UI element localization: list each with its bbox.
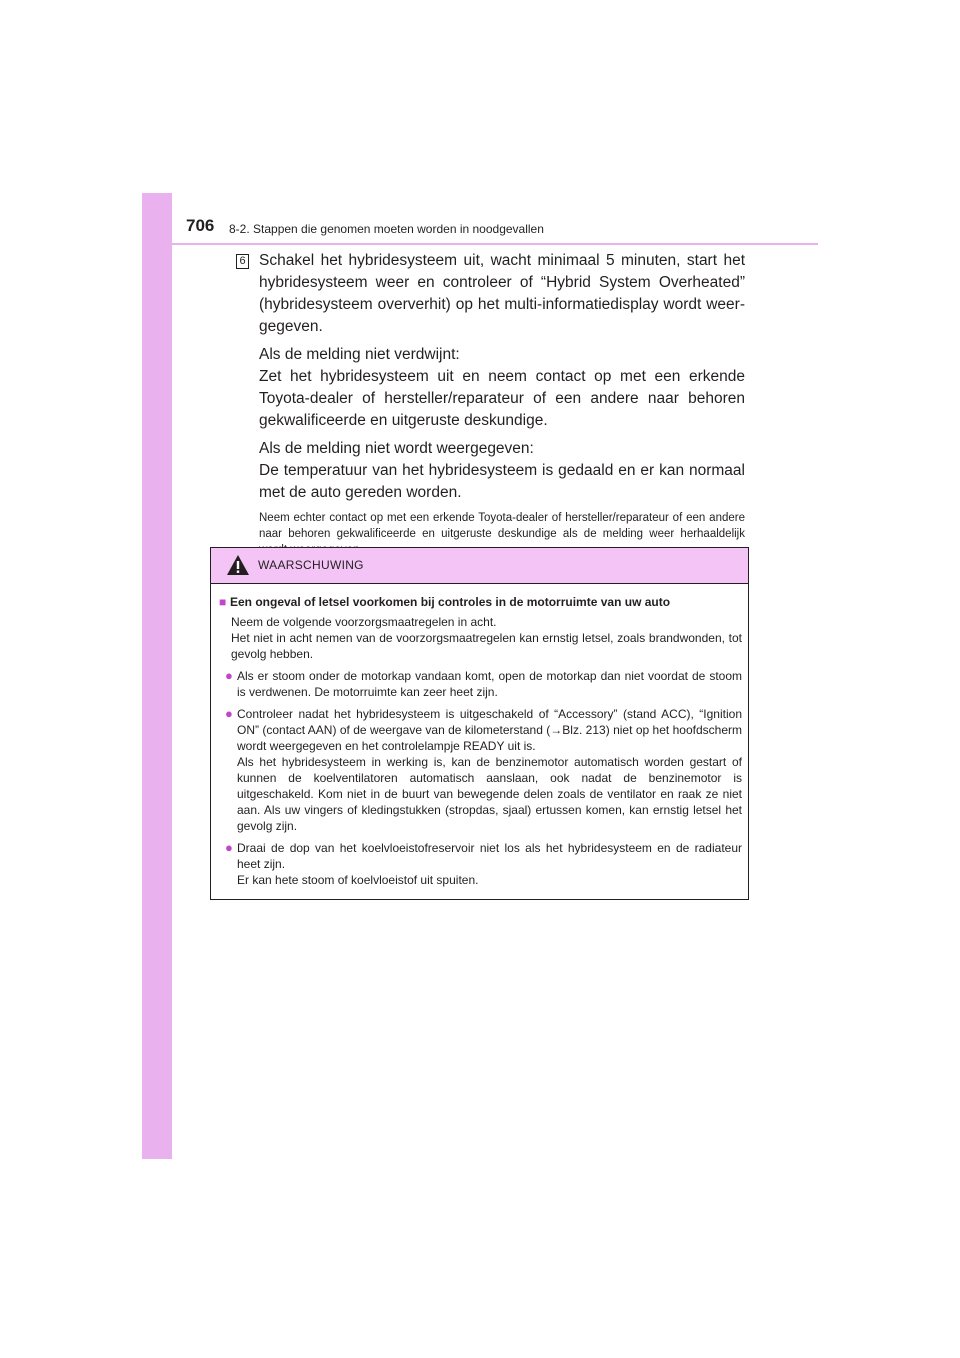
chapter-side-band — [142, 193, 172, 1159]
square-bullet-icon: ■ — [219, 595, 227, 609]
warning-bullet-text — [237, 668, 742, 700]
step-content — [259, 250, 745, 564]
step-number-badge: 6 — [236, 254, 249, 269]
warning-triangle-icon — [226, 554, 250, 576]
page-number: 706 — [186, 216, 215, 235]
warning-header — [211, 548, 748, 584]
warning-bullet — [219, 668, 742, 700]
bullet-line: Als het hybridesysteem in werking is, kan de benzinemotor automatisch worden gestart of kunnen de koelventilatoren automatisch aanslaan, ook nadat de benzinemotor is uitgeschakeld. Kom niet in de buurt van bewegende delen zoals de ventilator en raak ze niet aan. Als uw vingers of kledingstukken (stropdas, sjaal) ertussen komen, kan ernstig letsel het gevolg zijn. — [237, 755, 742, 833]
warning-intro — [219, 614, 742, 662]
circle-bullet-icon: ● — [225, 706, 233, 721]
case2-text: De temperatuur van het hybridesysteem is gedaald en er kan normaal met de auto gereden worden. — [259, 462, 745, 501]
bullet-line: Draai de dop van het koelvloeistofreservoir niet los als het hybridesysteem en de radiateur heet zijn. — [237, 841, 742, 871]
bullet-line: Als er stoom onder de motorkap vandaan komt, open de motorkap dan niet voordat de stoom is verdwenen. De motorruimte kan zeer heet zijn. — [237, 669, 742, 699]
bullet-line: Er kan hete stoom of koelvloeistof uit spuiten. — [237, 873, 479, 887]
case2-label: Als de melding niet wordt weergegeven: — [259, 440, 534, 457]
step-note: Neem echter contact op met een erkende Toyota-dealer of hersteller/reparateur of een andere naar behoren gekwalificeerde en uitgeruste deskundige als de melding weer herhaaldelijk — [259, 512, 745, 540]
warning-topic — [219, 594, 742, 610]
warning-intro-line: Neem de volgende voorzorgsmaatregelen in acht. — [231, 615, 497, 629]
case1-label: Als de melding niet verdwijnt: — [259, 346, 460, 363]
step-main-text: Schakel het hybridesysteem uit, wacht minimaal 5 minuten, start het hybridesysteem weer en controleer of “Hybrid System Overheated” (hybridesysteem oververhit) op het multi-informatiedisplay wordt weer- gegeven. — [259, 252, 745, 335]
circle-bullet-icon: ● — [225, 840, 233, 855]
section-title: 8-2. Stappen die genomen moeten worden in noodgevallen — [229, 222, 544, 236]
warning-bullet-text — [237, 840, 742, 888]
warning-bullet — [219, 706, 742, 834]
warning-topic-title: Een ongeval of letsel voorkomen bij controles in de motorruimte van uw auto — [230, 595, 671, 609]
case1-block — [259, 344, 745, 432]
case1-text: Zet het hybridesysteem uit en neem contact op met een erkende Toyota-dealer of hersteller/reparateur of een andere naar behoren gekwalificeerde en uitgeruste deskundige. — [259, 368, 745, 429]
bullet-line: Controleer nadat het hybridesysteem is uitgeschakeld of “Accessory” (stand ACC), “Ignition ON” (contact AAN) of de weergave van de kilometerstand (→Blz. 213) niet op het hoofdscherm wordt weergegeven en het controlelampje READY uit is. — [237, 707, 742, 753]
warning-bullet-text — [237, 706, 742, 834]
warning-intro-line: Het niet in acht nemen van de voorzorgsmaatregelen kan ernstig letsel, zoals brandwonden, tot gevolg hebben. — [231, 631, 742, 661]
warning-box — [210, 547, 749, 900]
warning-title: WAARSCHUWING — [258, 558, 364, 572]
case2-block — [259, 438, 745, 504]
warning-body — [211, 584, 748, 888]
circle-bullet-icon: ● — [225, 668, 233, 683]
header-divider — [172, 243, 818, 245]
warning-bullet — [219, 840, 742, 888]
